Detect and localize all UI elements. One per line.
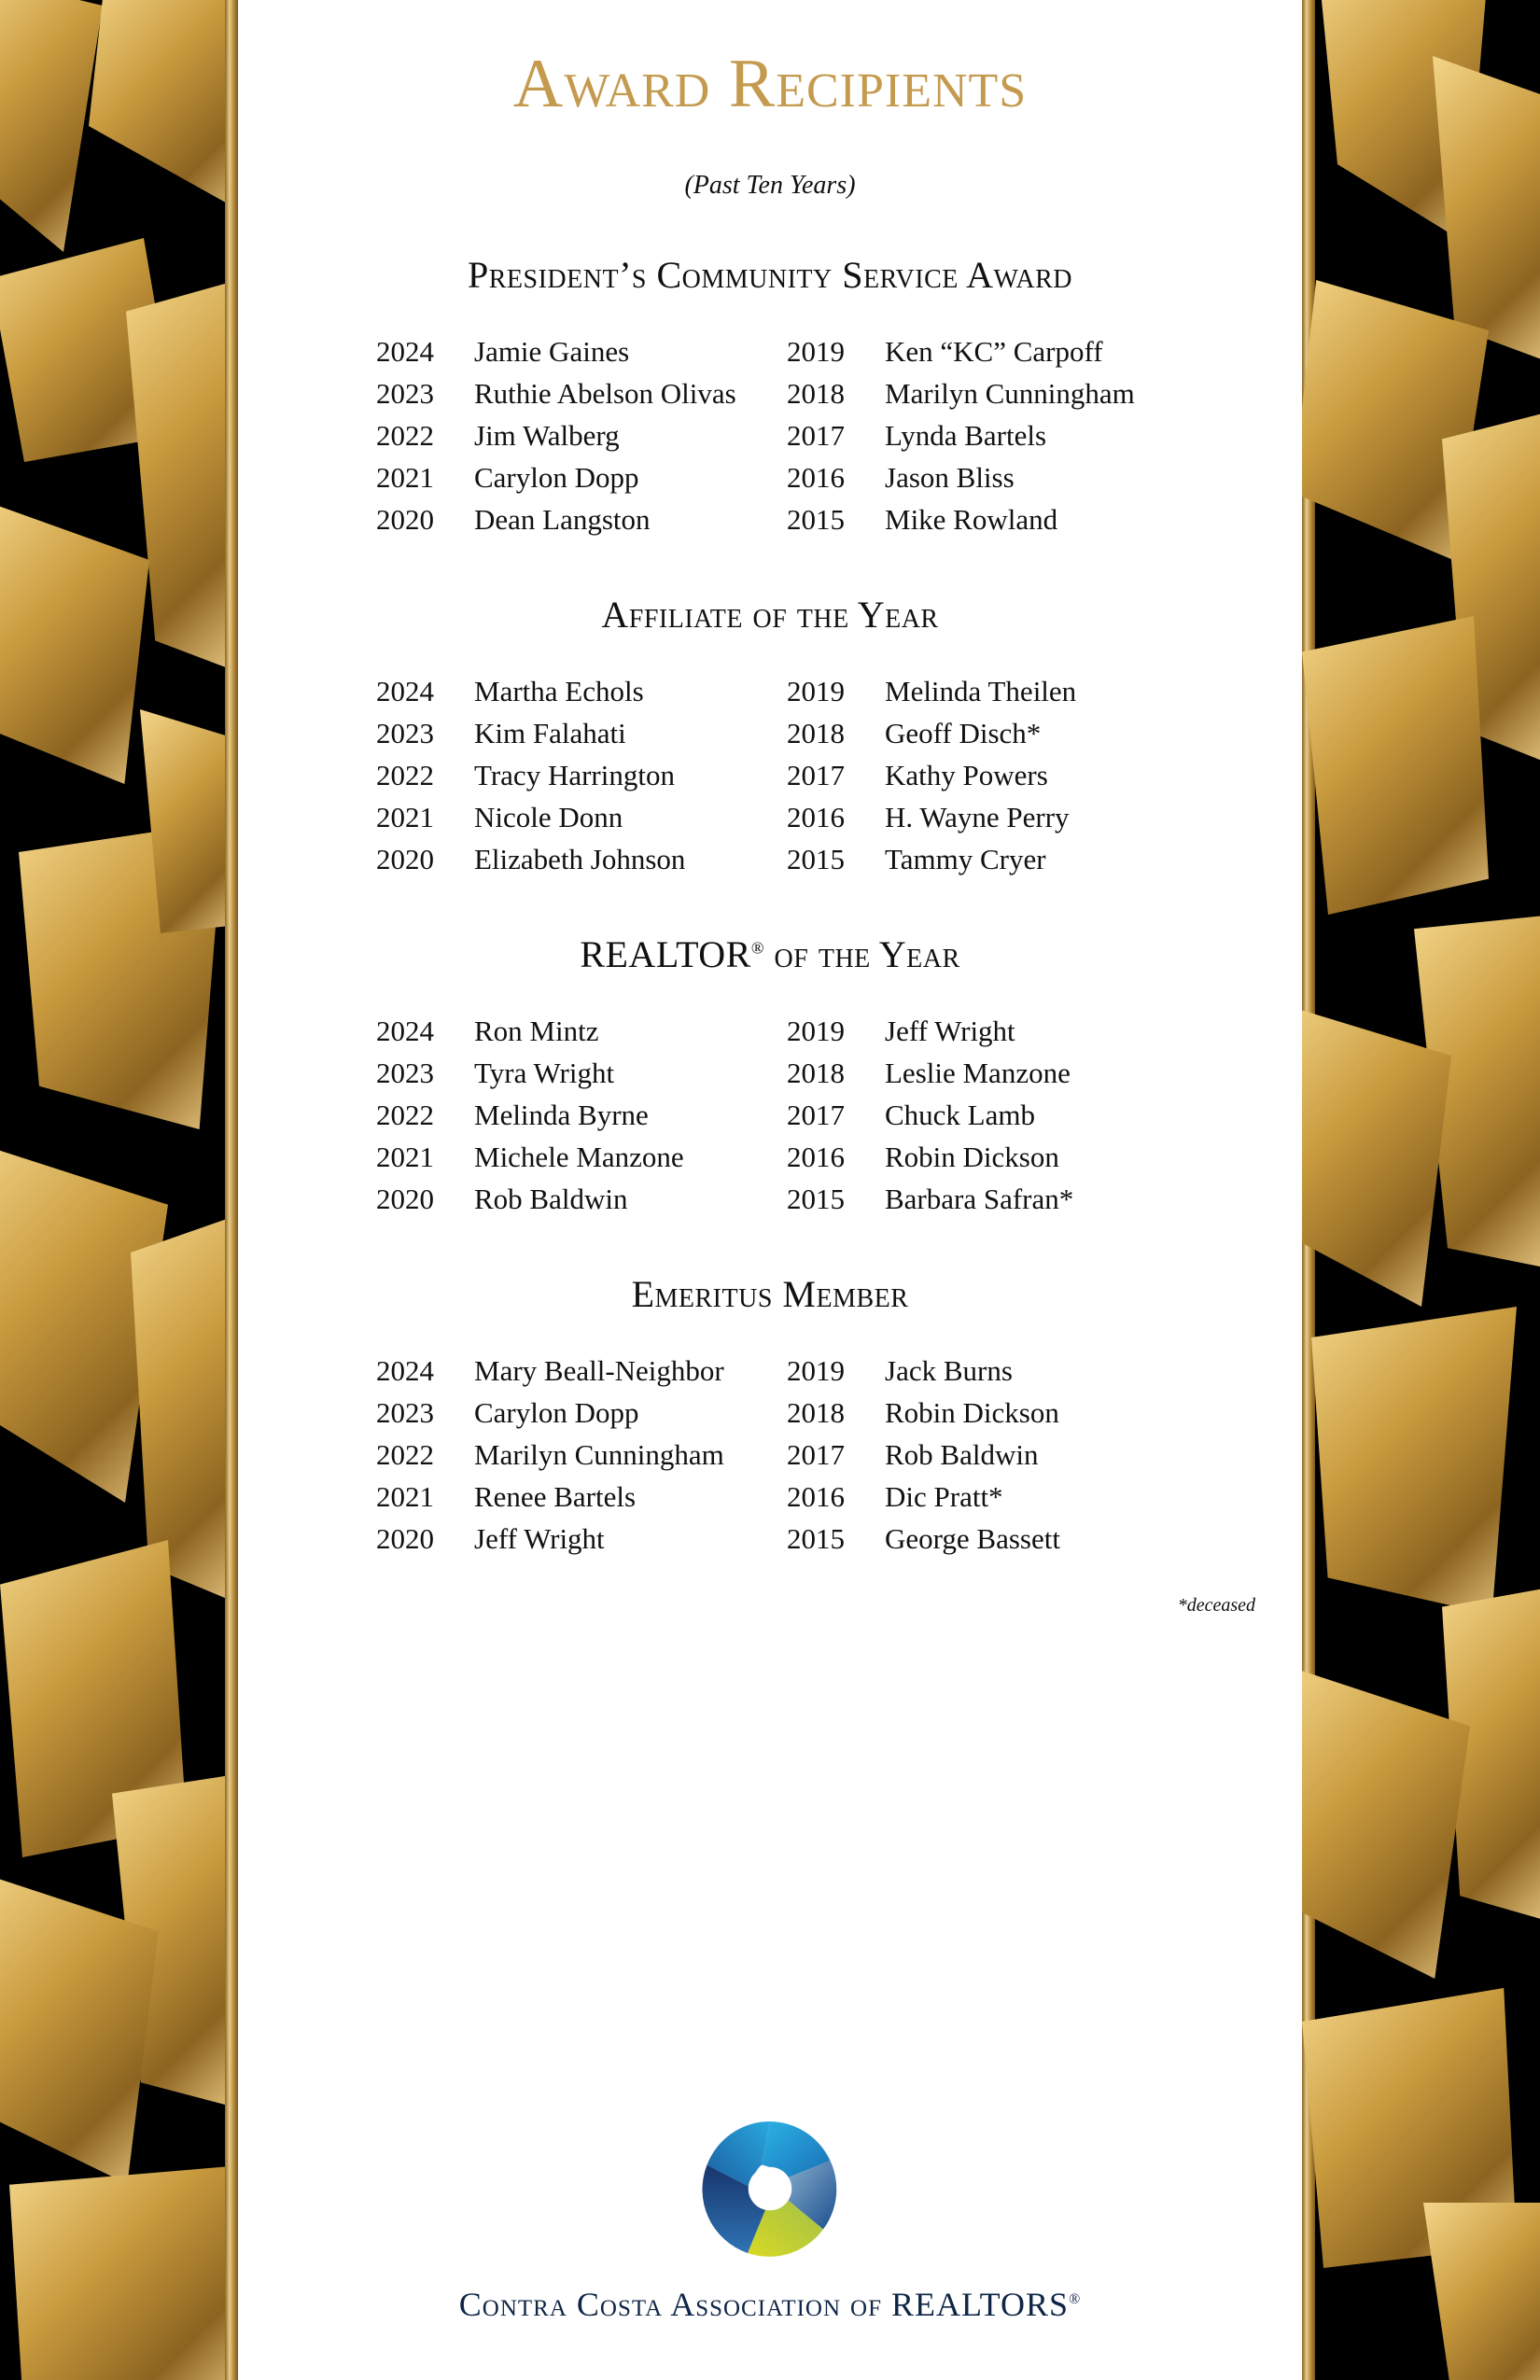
recipient-year: 2016	[787, 1479, 845, 1513]
recipient-column-right	[770, 670, 1181, 880]
recipient-year: 2020	[376, 1521, 434, 1555]
recipient-name: Jeff Wright	[885, 1014, 1015, 1047]
recipient-year: 2016	[787, 460, 845, 494]
recipient-column-left	[359, 1010, 770, 1220]
recipient-name: Robin Dickson	[885, 1395, 1059, 1429]
recipient-row	[770, 498, 1181, 540]
recipient-name: H. Wayne Perry	[885, 800, 1070, 833]
recipient-name: Leslie Manzone	[885, 1056, 1071, 1089]
section-title	[238, 932, 1302, 976]
recipient-columns	[238, 1350, 1302, 1560]
recipient-year: 2019	[787, 334, 845, 368]
recipient-row	[359, 372, 770, 414]
section-title-suffix: of the Year	[764, 932, 960, 975]
award-section-realtor-of-the-year	[238, 932, 1302, 1220]
document-page	[238, 0, 1302, 2380]
recipient-year: 2016	[787, 1140, 845, 1173]
recipient-row	[359, 1518, 770, 1560]
recipient-columns	[238, 1010, 1302, 1220]
recipient-row	[770, 1392, 1181, 1434]
recipient-name: Elizabeth Johnson	[474, 842, 686, 875]
recipient-row	[359, 1010, 770, 1052]
registered-trademark-icon: ®	[750, 938, 765, 958]
recipient-row	[359, 330, 770, 372]
recipient-year: 2023	[376, 1395, 434, 1429]
decorative-panel-right	[1302, 0, 1540, 2380]
recipient-columns	[238, 670, 1302, 880]
recipient-name: Ron Mintz	[474, 1014, 599, 1047]
page-subtitle: (Past Ten Years)	[684, 170, 856, 200]
recipient-name: Marilyn Cunningham	[474, 1437, 724, 1471]
recipient-name: Jack Burns	[885, 1353, 1013, 1387]
section-title: Emeritus Member	[631, 1272, 909, 1315]
recipient-columns	[238, 330, 1302, 540]
logo-wrap	[238, 2119, 1302, 2259]
recipient-name: Chuck Lamb	[885, 1098, 1035, 1131]
recipient-row	[359, 838, 770, 880]
recipient-name: Jason Bliss	[885, 460, 1015, 494]
recipient-year: 2016	[787, 800, 845, 833]
recipient-year: 2015	[787, 1182, 845, 1215]
recipient-row	[770, 670, 1181, 712]
recipient-year: 2022	[376, 418, 434, 452]
recipient-year: 2017	[787, 758, 845, 791]
recipient-name: Dic Pratt*	[885, 1479, 1003, 1513]
section-title-prefix: REALTOR	[580, 932, 751, 975]
recipient-name: Jamie Gaines	[474, 334, 630, 368]
recipient-year: 2023	[376, 1056, 434, 1089]
recipient-year: 2020	[376, 1182, 434, 1215]
recipient-year: 2017	[787, 418, 845, 452]
recipient-year: 2019	[787, 674, 845, 707]
recipient-year: 2022	[376, 758, 434, 791]
recipient-row	[770, 1434, 1181, 1476]
recipient-row	[770, 712, 1181, 754]
decorative-panel-left	[0, 0, 238, 2380]
ccar-aperture-logo-icon	[700, 2119, 840, 2259]
recipient-row	[359, 754, 770, 796]
recipient-year: 2023	[376, 716, 434, 749]
recipient-year: 2024	[376, 1014, 434, 1047]
recipient-name: Ruthie Abelson Olivas	[474, 376, 736, 410]
recipient-name: Dean Langston	[474, 502, 651, 536]
recipient-name: Carylon Dopp	[474, 460, 639, 494]
recipient-name: Barbara Safran*	[885, 1182, 1074, 1215]
recipient-row	[770, 456, 1181, 498]
recipient-row	[359, 670, 770, 712]
recipient-row	[359, 1052, 770, 1094]
recipient-row	[770, 754, 1181, 796]
recipient-row	[359, 414, 770, 456]
recipient-name: Kim Falahati	[474, 716, 626, 749]
recipient-row	[770, 1178, 1181, 1220]
recipient-column-right	[770, 1010, 1181, 1220]
recipient-name: Tracy Harrington	[474, 758, 675, 791]
recipient-row	[770, 330, 1181, 372]
recipient-year: 2015	[787, 1521, 845, 1555]
recipient-row	[359, 498, 770, 540]
section-title: Affiliate of the Year	[601, 593, 939, 636]
recipient-year: 2024	[376, 674, 434, 707]
organization-name-text: Contra Costa Association of REALTORS	[458, 2286, 1070, 2323]
recipient-row	[770, 1518, 1181, 1560]
recipient-row	[770, 1350, 1181, 1392]
recipient-name: Jeff Wright	[474, 1521, 605, 1555]
footer	[238, 2119, 1302, 2324]
organization-name	[238, 2285, 1302, 2324]
recipient-name: Renee Bartels	[474, 1479, 637, 1513]
recipient-name: Melinda Theilen	[885, 674, 1077, 707]
recipient-name: Mary Beall-Neighbor	[474, 1353, 724, 1387]
deceased-footnote: *deceased	[1177, 1594, 1255, 1616]
recipient-name: Rob Baldwin	[885, 1437, 1039, 1471]
recipient-column-right	[770, 1350, 1181, 1560]
recipient-row	[359, 1392, 770, 1434]
recipient-name: Martha Echols	[474, 674, 644, 707]
recipient-row	[770, 372, 1181, 414]
recipient-row	[359, 1136, 770, 1178]
award-section-presidents-community-service	[238, 253, 1302, 540]
award-section-affiliate-of-the-year	[238, 593, 1302, 880]
recipient-year: 2021	[376, 800, 434, 833]
recipient-row	[359, 1178, 770, 1220]
recipient-name: Rob Baldwin	[474, 1182, 628, 1215]
recipient-name: Lynda Bartels	[885, 418, 1047, 452]
recipient-row	[359, 1094, 770, 1136]
recipient-row	[770, 1010, 1181, 1052]
recipient-column-left	[359, 330, 770, 540]
recipient-row	[770, 796, 1181, 838]
recipient-year: 2018	[787, 716, 845, 749]
recipient-row	[359, 1434, 770, 1476]
recipient-name: Melinda Byrne	[474, 1098, 649, 1131]
recipient-year: 2018	[787, 1395, 845, 1429]
recipient-row	[359, 796, 770, 838]
recipient-year: 2018	[787, 1056, 845, 1089]
recipient-name: Kathy Powers	[885, 758, 1048, 791]
recipient-row	[770, 1136, 1181, 1178]
recipient-name: George Bassett	[885, 1521, 1060, 1555]
recipient-name: Ken “KC” Carpoff	[885, 334, 1103, 368]
recipient-year: 2021	[376, 460, 434, 494]
recipient-row	[770, 1094, 1181, 1136]
recipient-name: Marilyn Cunningham	[885, 376, 1135, 410]
recipient-year: 2024	[376, 334, 434, 368]
recipient-year: 2021	[376, 1479, 434, 1513]
recipient-name: Jim Walberg	[474, 418, 620, 452]
recipient-year: 2019	[787, 1014, 845, 1047]
recipient-row	[359, 456, 770, 498]
recipient-year: 2017	[787, 1098, 845, 1131]
recipient-name: Robin Dickson	[885, 1140, 1059, 1173]
recipient-year: 2015	[787, 502, 845, 536]
recipient-row	[359, 1350, 770, 1392]
recipient-row	[359, 712, 770, 754]
award-section-emeritus-member	[238, 1272, 1302, 1560]
recipient-year: 2024	[376, 1353, 434, 1387]
recipient-year: 2019	[787, 1353, 845, 1387]
recipient-year: 2022	[376, 1437, 434, 1471]
recipient-name: Carylon Dopp	[474, 1395, 639, 1429]
recipient-name: Geoff Disch*	[885, 716, 1042, 749]
page-title: Award Recipients	[512, 46, 1028, 122]
section-title: President’s Community Service Award	[468, 253, 1072, 296]
recipient-year: 2023	[376, 376, 434, 410]
recipient-column-right	[770, 330, 1181, 540]
recipient-row	[359, 1476, 770, 1518]
recipient-year: 2017	[787, 1437, 845, 1471]
recipient-name: Nicole Donn	[474, 800, 623, 833]
recipient-year: 2018	[787, 376, 845, 410]
recipient-name: Tammy Cryer	[885, 842, 1046, 875]
panel-rule-left	[225, 0, 238, 2380]
recipient-year: 2021	[376, 1140, 434, 1173]
registered-trademark-icon: ®	[1069, 2291, 1082, 2307]
recipient-name: Michele Manzone	[474, 1140, 684, 1173]
recipient-row	[770, 838, 1181, 880]
recipient-year: 2022	[376, 1098, 434, 1131]
recipient-year: 2020	[376, 502, 434, 536]
recipient-column-left	[359, 1350, 770, 1560]
recipient-row	[770, 1052, 1181, 1094]
recipient-row	[770, 414, 1181, 456]
recipient-name: Tyra Wright	[474, 1056, 615, 1089]
recipient-row	[770, 1476, 1181, 1518]
recipient-column-left	[359, 670, 770, 880]
recipient-year: 2020	[376, 842, 434, 875]
recipient-year: 2015	[787, 842, 845, 875]
recipient-name: Mike Rowland	[885, 502, 1058, 536]
